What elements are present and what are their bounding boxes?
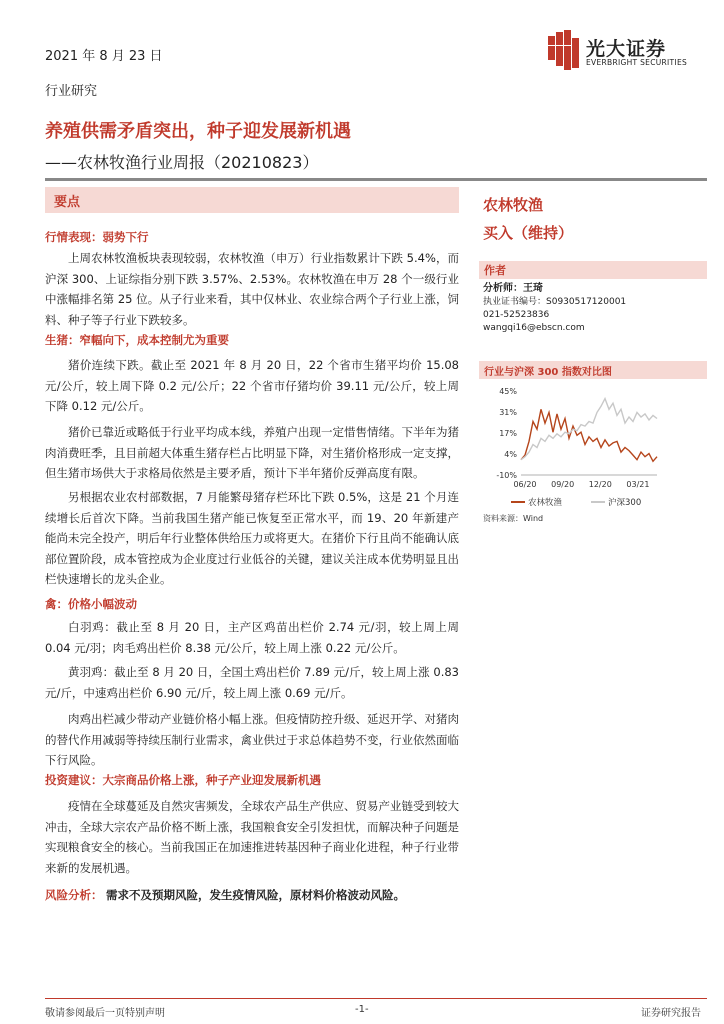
footer-disclaimer: 敬请参阅最后一页特别声明 [45,1008,165,1019]
y-tick-label: 45% [499,387,517,396]
chart-heading: 行业与沪深 300 指数对比图 [484,367,612,378]
footer-divider [45,998,707,999]
section-heading-poultry: 禽：价格小幅波动 [45,597,137,611]
page-number: -1- [355,1004,369,1015]
paragraph: 黄羽鸡：截止至 8 月 20 日，全国土鸡出栏价 7.89 元/斤，较上周上涨 0.83 元/斤，中速鸡出栏价 6.90 元/斤，较上周上涨 0.69 元/斤。 [45,665,459,700]
brand-name: 光大证券 [586,38,667,60]
report-category: 行业研究 [45,84,98,99]
legend-label-csi300: 沪深300 [608,498,642,508]
header-divider [45,178,707,181]
x-tick-label: 03/21 [626,480,650,489]
series-line-csi300 [521,399,657,460]
y-tick-label: -10% [496,471,517,480]
paragraph: 猪价已靠近或略低于行业平均成本线，养殖户出现一定惜售情绪。下半年为猪肉消费旺季，且目前超大体重生猪存栏占比明显下降，对生猪价格形成一定支撑，但生猪市场供大于求格局依然是主要矛盾，预计下半年猪价反弹高度有限。 [45,425,459,480]
author-heading-bar [479,261,707,279]
chart-heading-bar [479,361,707,379]
paragraph: 猪价连续下跌。截止至 2021 年 8 月 20 日，22 个省市生猪平均价 15.08 元/公斤，较上周下降 0.2 元/公斤；22 个省市仔猪均价 39.11 元/公斤，较上周下降 0.12 元/公斤。 [45,358,459,413]
legend-label-agriculture: 农林牧渔 [528,498,563,508]
paragraph: 肉鸡出栏减少带动产业链价格小幅上涨。但疫情防控升级、延迟开学、对猪肉的替代作用减弱等持续压制行业需求，禽业供过于求总体趋势不变，行业依然面临下行风险。 [45,712,459,767]
x-tick-label: 12/20 [588,480,612,489]
license-number: 执业证书编号：S0930517120001 [483,297,627,307]
section-heading-investment: 投资建议：大宗商品价格上涨，种子产业迎发展新机遇 [45,773,321,787]
paragraph: 上周农林牧渔板块表现较弱，农林牧渔（申万）行业指数累计下跌 5.4%，而沪深 300、上证综指分别下跌 3.57%、2.53%。农林牧渔在申万 28 个一级行业中涨幅排名第 25 位。从子行业来看，其中仅林业、农业综合两个子行业上涨，饲料、种子等子行业下跌较多。 [45,251,459,327]
x-tick-label: 06/20 [513,480,537,489]
rating: 买入（维持） [483,224,574,242]
section-heading-hogs: 生猪：窄幅向下，成本控制尤为重要 [45,333,229,347]
y-tick-label: 31% [499,408,517,417]
series-line-agriculture [521,409,657,461]
index-comparison-chart [479,383,707,511]
chart-source: 资料来源：Wind [483,514,544,523]
risk-label: 风险分析： [45,888,103,902]
phone-number: 021-52523836 [483,310,550,320]
key-points-banner [45,187,459,213]
sector-name: 农林牧渔 [483,196,544,214]
y-tick-label: 17% [499,429,517,438]
brand-subtitle: EVERBRIGHT SECURITIES [586,58,688,67]
section-heading-market: 行情表现：弱势下行 [45,230,149,244]
author-heading: 作者 [484,264,506,277]
key-points-label: 要点 [54,195,81,210]
paragraph: 疫情在全球蔓延及自然灾害频发，全球农产品生产供应、贸易产业链受到较大冲击，全球大宗农产品价格不断上涨，我国粮食安全引发担忧，而解决种子问题是实现粮食安全的核心。当前我国正在加速推进转基因种子商业化进程，种子行业带来新的发展机遇。 [45,799,459,875]
report-date: 2021 年 8 月 23 日 [45,49,163,64]
analyst-name: 分析师：王琦 [483,283,543,294]
paragraph: 白羽鸡：截止至 8 月 20 日，主产区鸡苗出栏价 2.74 元/羽，较上周上周 0.04 元/羽；肉毛鸡出栏价 8.38 元/公斤，较上周上涨 0.22 元/公斤。 [45,620,459,655]
risk-text: 需求不及预期风险，发生疫情风险，原材料价格波动风险。 [106,888,405,902]
report-title: 养殖供需矛盾突出，种子迎发展新机遇 [45,121,351,142]
x-tick-label: 09/20 [551,480,575,489]
y-tick-label: 4% [504,450,517,459]
email-address: wangqi16@ebscn.com [483,323,585,333]
report-subtitle: ——农林牧渔行业周报（20210823） [45,153,319,172]
paragraph: 另根据农业农村部数据，7 月能繁母猪存栏环比下跌 0.5%，这是 21 个月连续增长后首次下降。当前我国生猪产能已恢复至正常水平，而 19、20 年新建产能尚未完全投产，明后年行业整体供给压力或将更大。在猪价下行且尚不能确认底部位置阶段，成本管控成为企业度过行业低谷的关键，建议关注成本优势明显且出栏快速增长的龙头企业。 [45,490,459,586]
footer-report-type: 证券研究报告 [641,1008,701,1019]
